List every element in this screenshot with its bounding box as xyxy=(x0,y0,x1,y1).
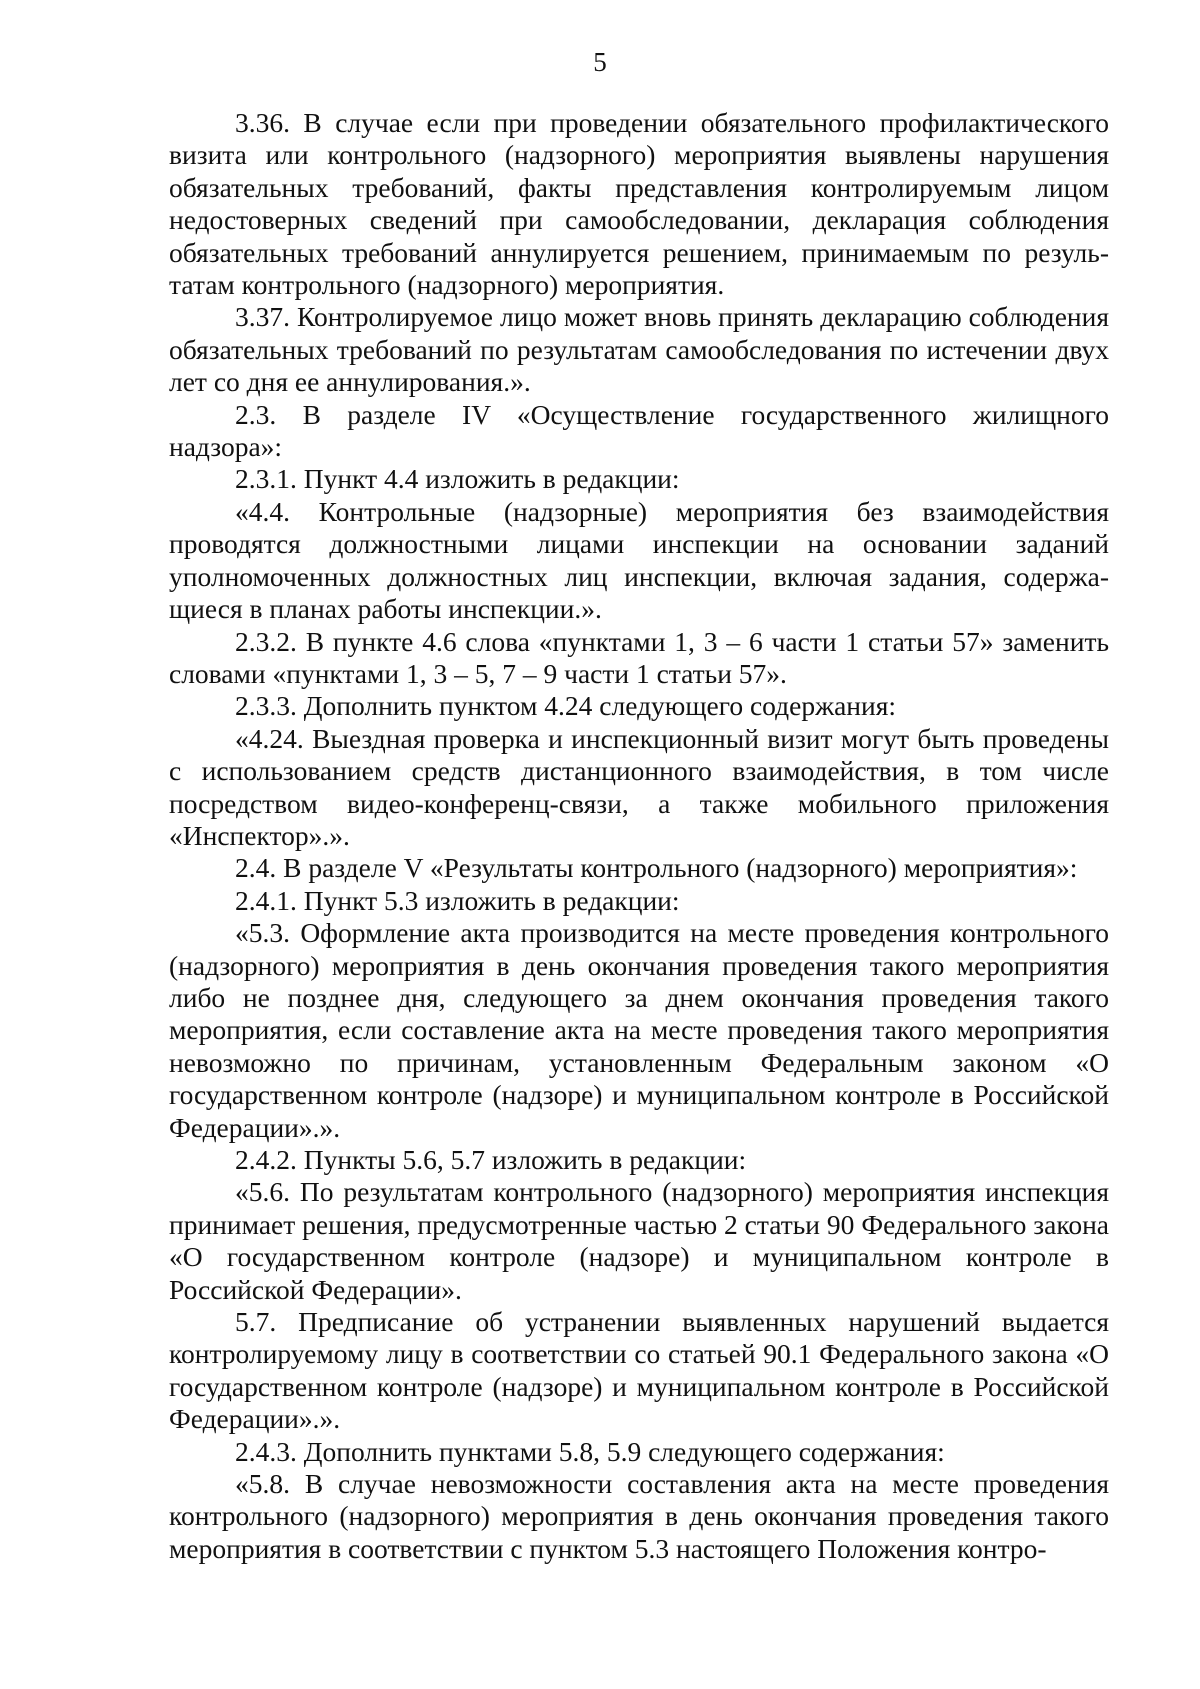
paragraph-2-3-1: 2.3.1. Пункт 4.4 изложить в редакции: xyxy=(235,463,680,495)
paragraph-2-4-3: 2.4.3. Дополнить пунктами 5.8, 5.9 следующего содержания: xyxy=(235,1435,945,1467)
paragraph-2-3-2: 2.3.2. В пункте 4.6 слова «пунктами 1, 3 – 6 части 1 статьи 57» заменить словами «пунктами 1, 3 – 5, 7 – 9 части 1 статьи 57». xyxy=(169,625,1109,689)
paragraph-2-3: 2.3. В разделе IV «Осуществление государственного жилищного надзора»: xyxy=(169,398,1109,463)
paragraph-4-24: «4.24. Выездная проверка и инспекционный визит могут быть проведены с использованием средств дистанционного взаимодействия, в том числе посредством видео-конференц-связи, а также мобильного приложения «Инспектор».». xyxy=(169,722,1109,851)
paragraph-5-3: «5.3. Оформление акта производится на месте проведения контрольного (надзорного) мероприятия в день окончания проведения такого мероприятия либо не позднее дня, следующего за днем окончания проведения такого мероприятия, если составление акта на месте проведения такого мероприятия невозможно по причинам, установленным Федеральным законом «О государственном контроле (надзоре) и муниципальном контроле в Российской Федерации».». xyxy=(169,917,1109,1143)
paragraph-5-6: «5.6. По результатам контрольного (надзорного) мероприятия инспекция принимает решения, предусмотренные частью 2 статьи 90 Федерального закона «О государственном контроле (надзоре) и муниципальном контроле в Российской Федерации». xyxy=(169,1176,1109,1305)
paragraph-5-7: 5.7. Предписание об устранении выявленных нарушений выдается контролируемому лицу в соответствии со статьей 90.1 Федерального закона «О государственном контроле (надзоре) и муниципальном контроле в Российской Федерации».». xyxy=(169,1306,1109,1435)
paragraph-5-8: «5.8. В случае невозможности составления акта на месте проведения контрольного (надзорного) мероприятия в день окончания проведения такого мероприятия в соответствии с пунктом 5.3 настоящего Положения контро- xyxy=(169,1468,1109,1564)
paragraph-4-4: «4.4. Контрольные (надзорные) мероприятия без взаимодействия проводятся должностными лицами инспекции на основании заданий уполномоченных должностных лиц инспекции, включая задания, содержащиеся в планах работы инспекции.». xyxy=(169,495,1109,625)
page-number: 5 xyxy=(593,47,607,77)
paragraph-2-4-2: 2.4.2. Пункты 5.6, 5.7 изложить в редакции: xyxy=(235,1144,747,1175)
paragraph-2-4: 2.4. В разделе V «Результаты контрольного (надзорного) мероприятия»: xyxy=(235,852,1078,884)
paragraph-3-36: 3.36. В случае если при проведении обязательного профилактического визита или контрольного (надзорного) мероприятия выявлены нарушения обязательных требований, факты представления контролируемым лицом недостоверных сведений при самообследовании, декларация соблюдения обязательных требований аннулируется решением, принимаемым по результатам контрольного (надзорного) мероприятия. xyxy=(169,107,1109,301)
document-body xyxy=(169,107,1109,1565)
paragraph-2-4-1: 2.4.1. Пункт 5.3 изложить в редакции: xyxy=(235,884,680,916)
paragraph-3-37: 3.37. Контролируемое лицо может вновь принять декларацию соблюдения обязательных требований по результатам самообследования по истечении двух лет со дня ее аннулирования.». xyxy=(169,301,1109,398)
paragraph-2-3-3: 2.3.3. Дополнить пунктом 4.24 следующего содержания: xyxy=(235,690,896,722)
